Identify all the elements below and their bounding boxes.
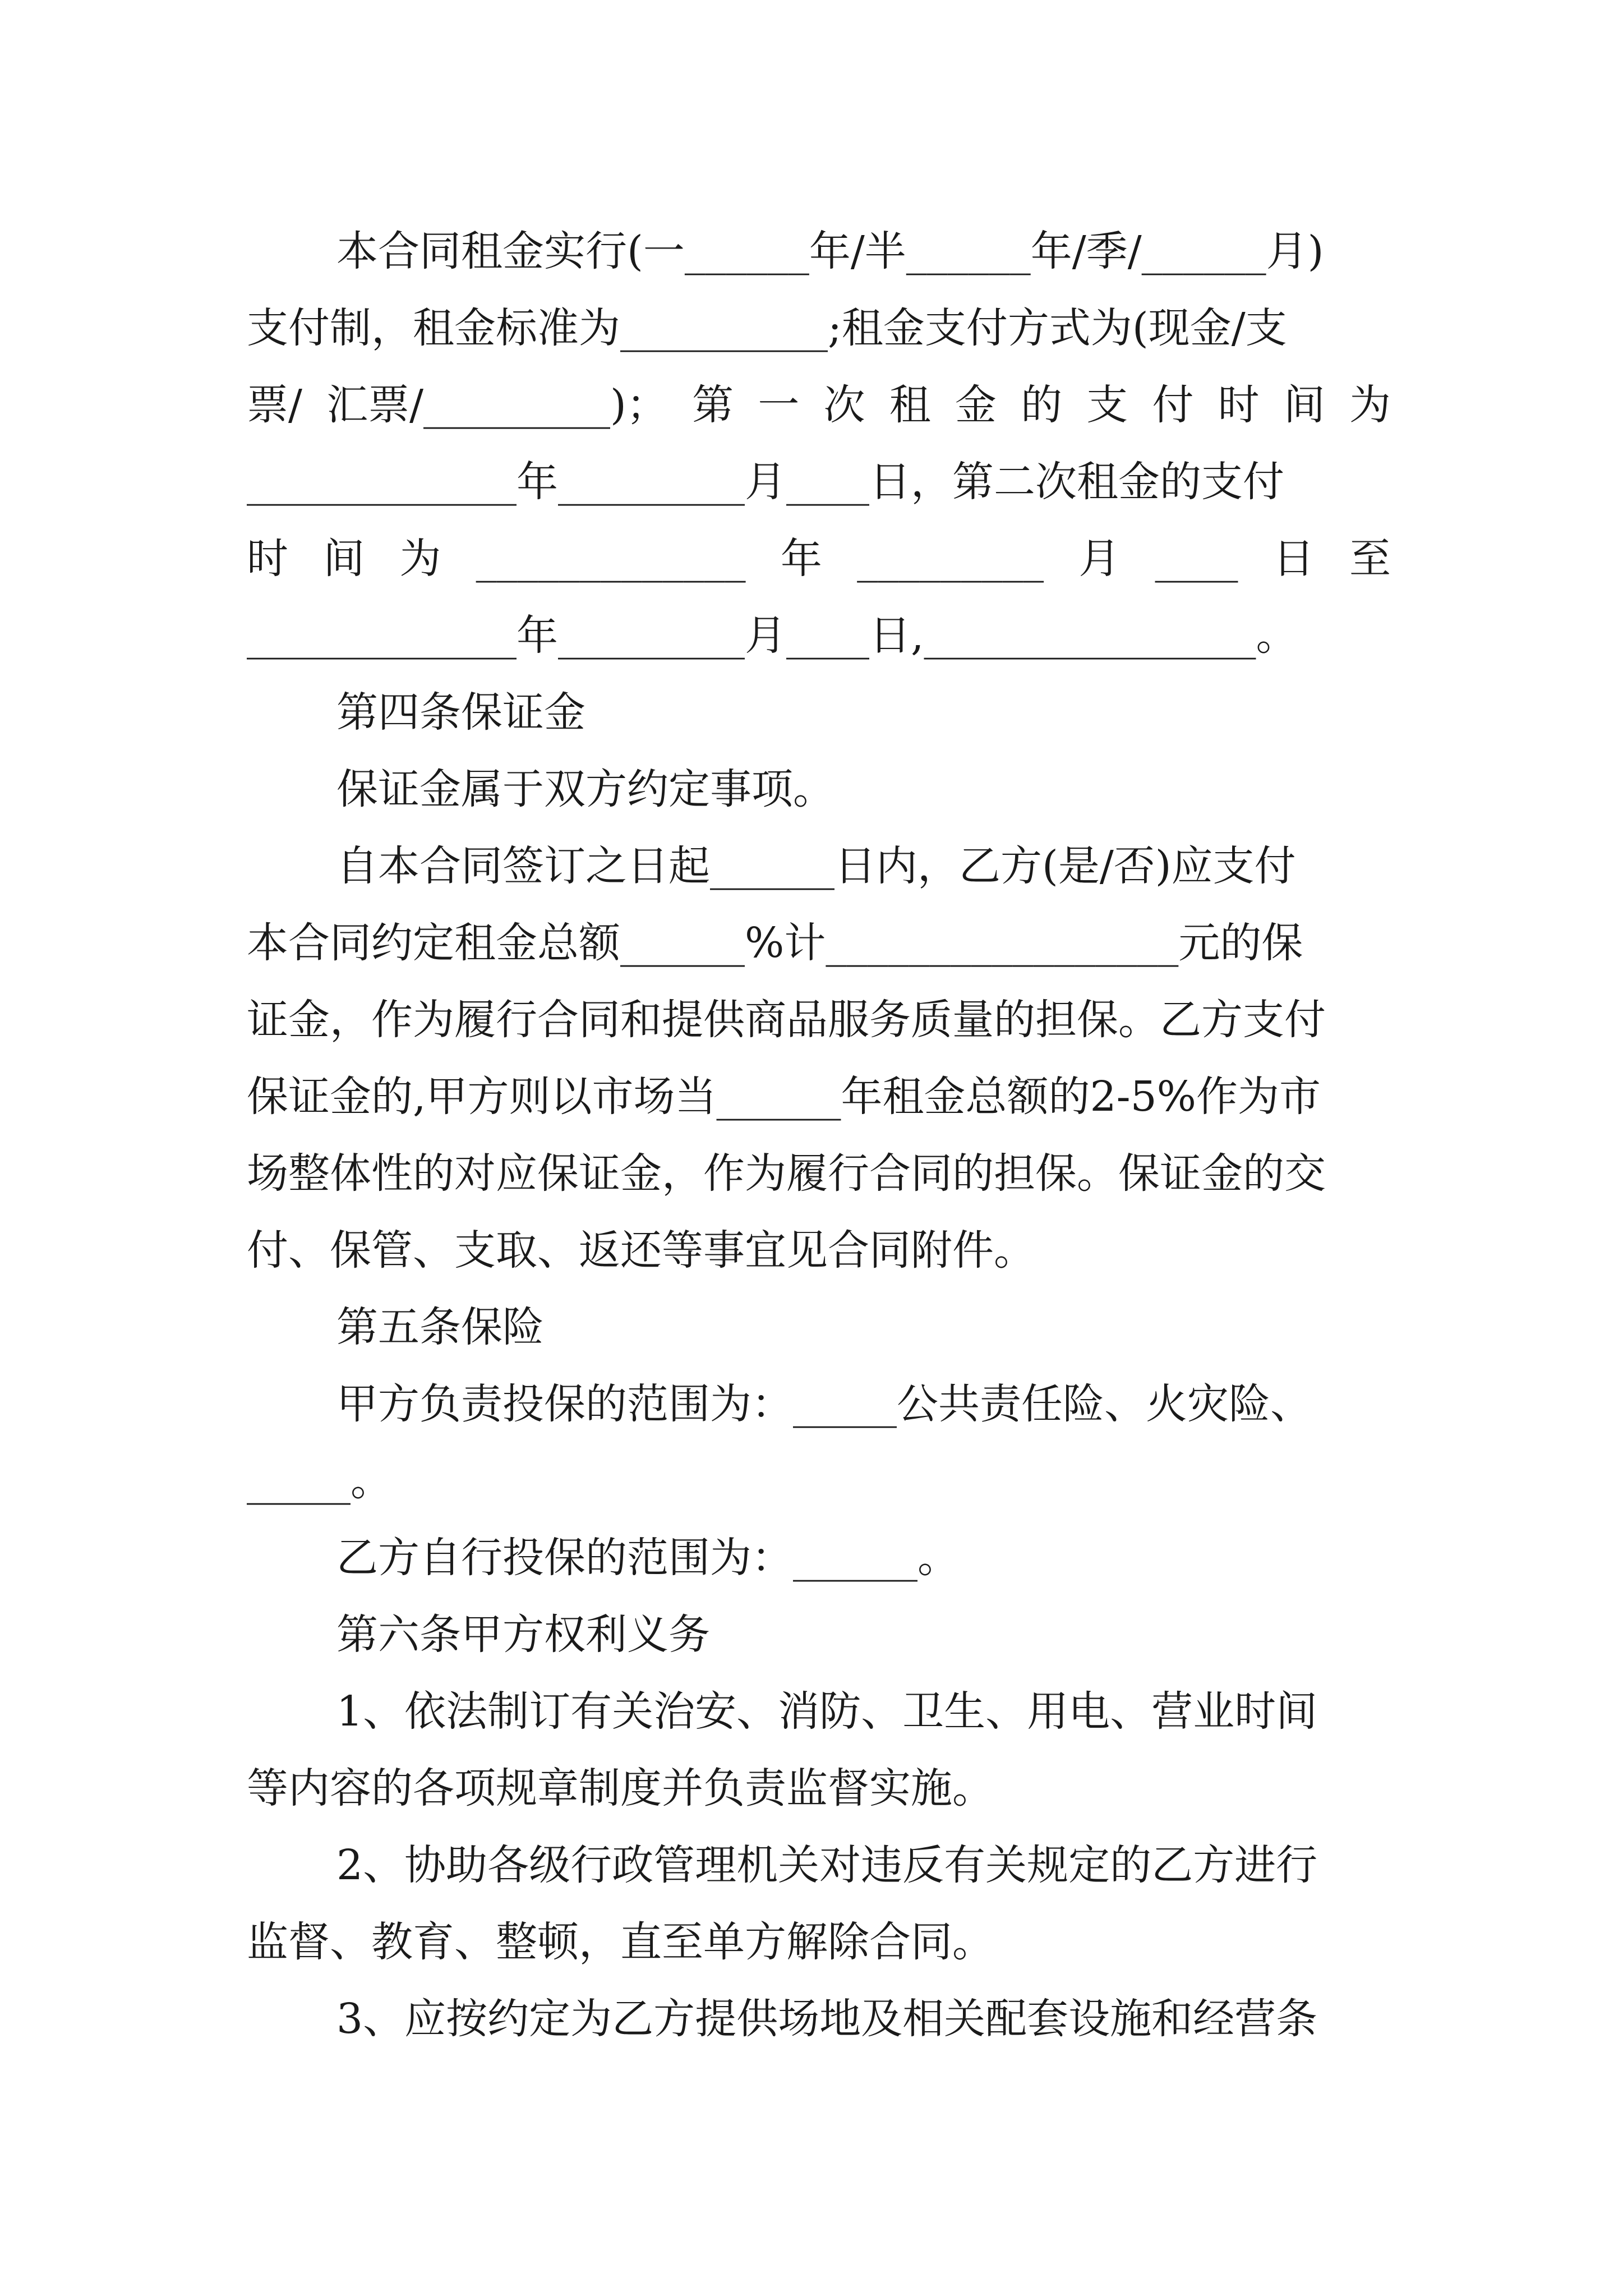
document-line-token: 为 xyxy=(399,535,441,583)
document-line: 甲方负责投保的范围为：_____公共责任险、火灾险、 xyxy=(336,1380,1312,1428)
document-line-token: 次 xyxy=(823,381,865,429)
document-line-token: 年 xyxy=(780,535,822,583)
document-line: 保证金属于双方约定事项。 xyxy=(336,765,834,813)
document-line-token: 一 xyxy=(758,381,800,429)
document-line: 本合同约定租金总额______%计_________________元的保 xyxy=(247,919,1303,967)
document-line-token: 第 xyxy=(692,381,734,429)
document-line: 监督、教育、整顿，直至单方解除合同。 xyxy=(247,1918,994,1966)
document-line: 第四条保证金 xyxy=(336,688,585,737)
document-line-token: ____ xyxy=(1155,535,1238,583)
document-line xyxy=(247,521,1391,597)
document-line: 1、依法制订有关治安、消防、卫生、用电、营业时间 xyxy=(336,1687,1318,1736)
document-line-token: 为 xyxy=(1349,381,1391,429)
document-line: 证金，作为履行合同和提供商品服务质量的担保。乙方支付 xyxy=(247,996,1326,1044)
document-line: 自本合同签订之日起______日内，乙方(是/否)应支付 xyxy=(336,842,1296,890)
document-line: 本合同租金实行(一______年/半______年/季/______月) xyxy=(336,227,1324,275)
document-line: 场整体性的对应保证金，作为履行合同的担保。保证金的交 xyxy=(247,1149,1326,1198)
document-line: 第六条甲方权利义务 xyxy=(336,1611,710,1659)
document-line: _____。 xyxy=(247,1457,392,1505)
document-line: 2、协助各级行政管理机关对违反有关规定的乙方进行 xyxy=(336,1841,1318,1889)
document-line-token: 租 xyxy=(889,381,931,429)
document-line-token: 汇票/_________)； xyxy=(326,381,668,429)
document-line: _____________年_________月____日,________________。 xyxy=(247,611,1298,660)
document-line-token: _________ xyxy=(857,535,1044,583)
document-line xyxy=(247,367,1391,444)
document-line: _____________年_________月____日，第二次租金的支付 xyxy=(247,458,1284,506)
document-line: 乙方自行投保的范围为：______。 xyxy=(336,1534,959,1582)
document-line: 3、应按约定为乙方提供场地及相关配套设施和经营条 xyxy=(336,1995,1318,2043)
document-line-token: 月 xyxy=(1078,535,1121,583)
document-line-token: 的 xyxy=(1021,381,1063,429)
document-line-token: 时 xyxy=(247,535,288,583)
document-line-token: 时 xyxy=(1218,381,1260,429)
document-line-token: _____________ xyxy=(476,535,746,583)
document-line-token: 间 xyxy=(323,535,365,583)
document-line-token: 间 xyxy=(1283,381,1325,429)
document-line-token: 支 xyxy=(1086,381,1128,429)
document-line-token: 票/ xyxy=(247,381,302,429)
document-line: 保证金的,甲方则以市场当______年租金总额的2-5%作为市 xyxy=(247,1073,1321,1121)
document-line-token: 至 xyxy=(1349,535,1391,583)
document-line: 第五条保险 xyxy=(336,1303,544,1351)
document-line-token: 日 xyxy=(1272,535,1315,583)
document-line: 等内容的各项规章制度并负责监督实施。 xyxy=(247,1764,994,1812)
document-line-token: 金 xyxy=(955,381,997,429)
document-line-token: 付 xyxy=(1152,381,1194,429)
document-line: 支付制，租金标准为__________;租金支付方式为(现金/支 xyxy=(247,304,1287,352)
document-body xyxy=(247,213,1391,2058)
document-line: 付、保管、支取、返还等事宜见合同附件。 xyxy=(247,1226,1035,1274)
